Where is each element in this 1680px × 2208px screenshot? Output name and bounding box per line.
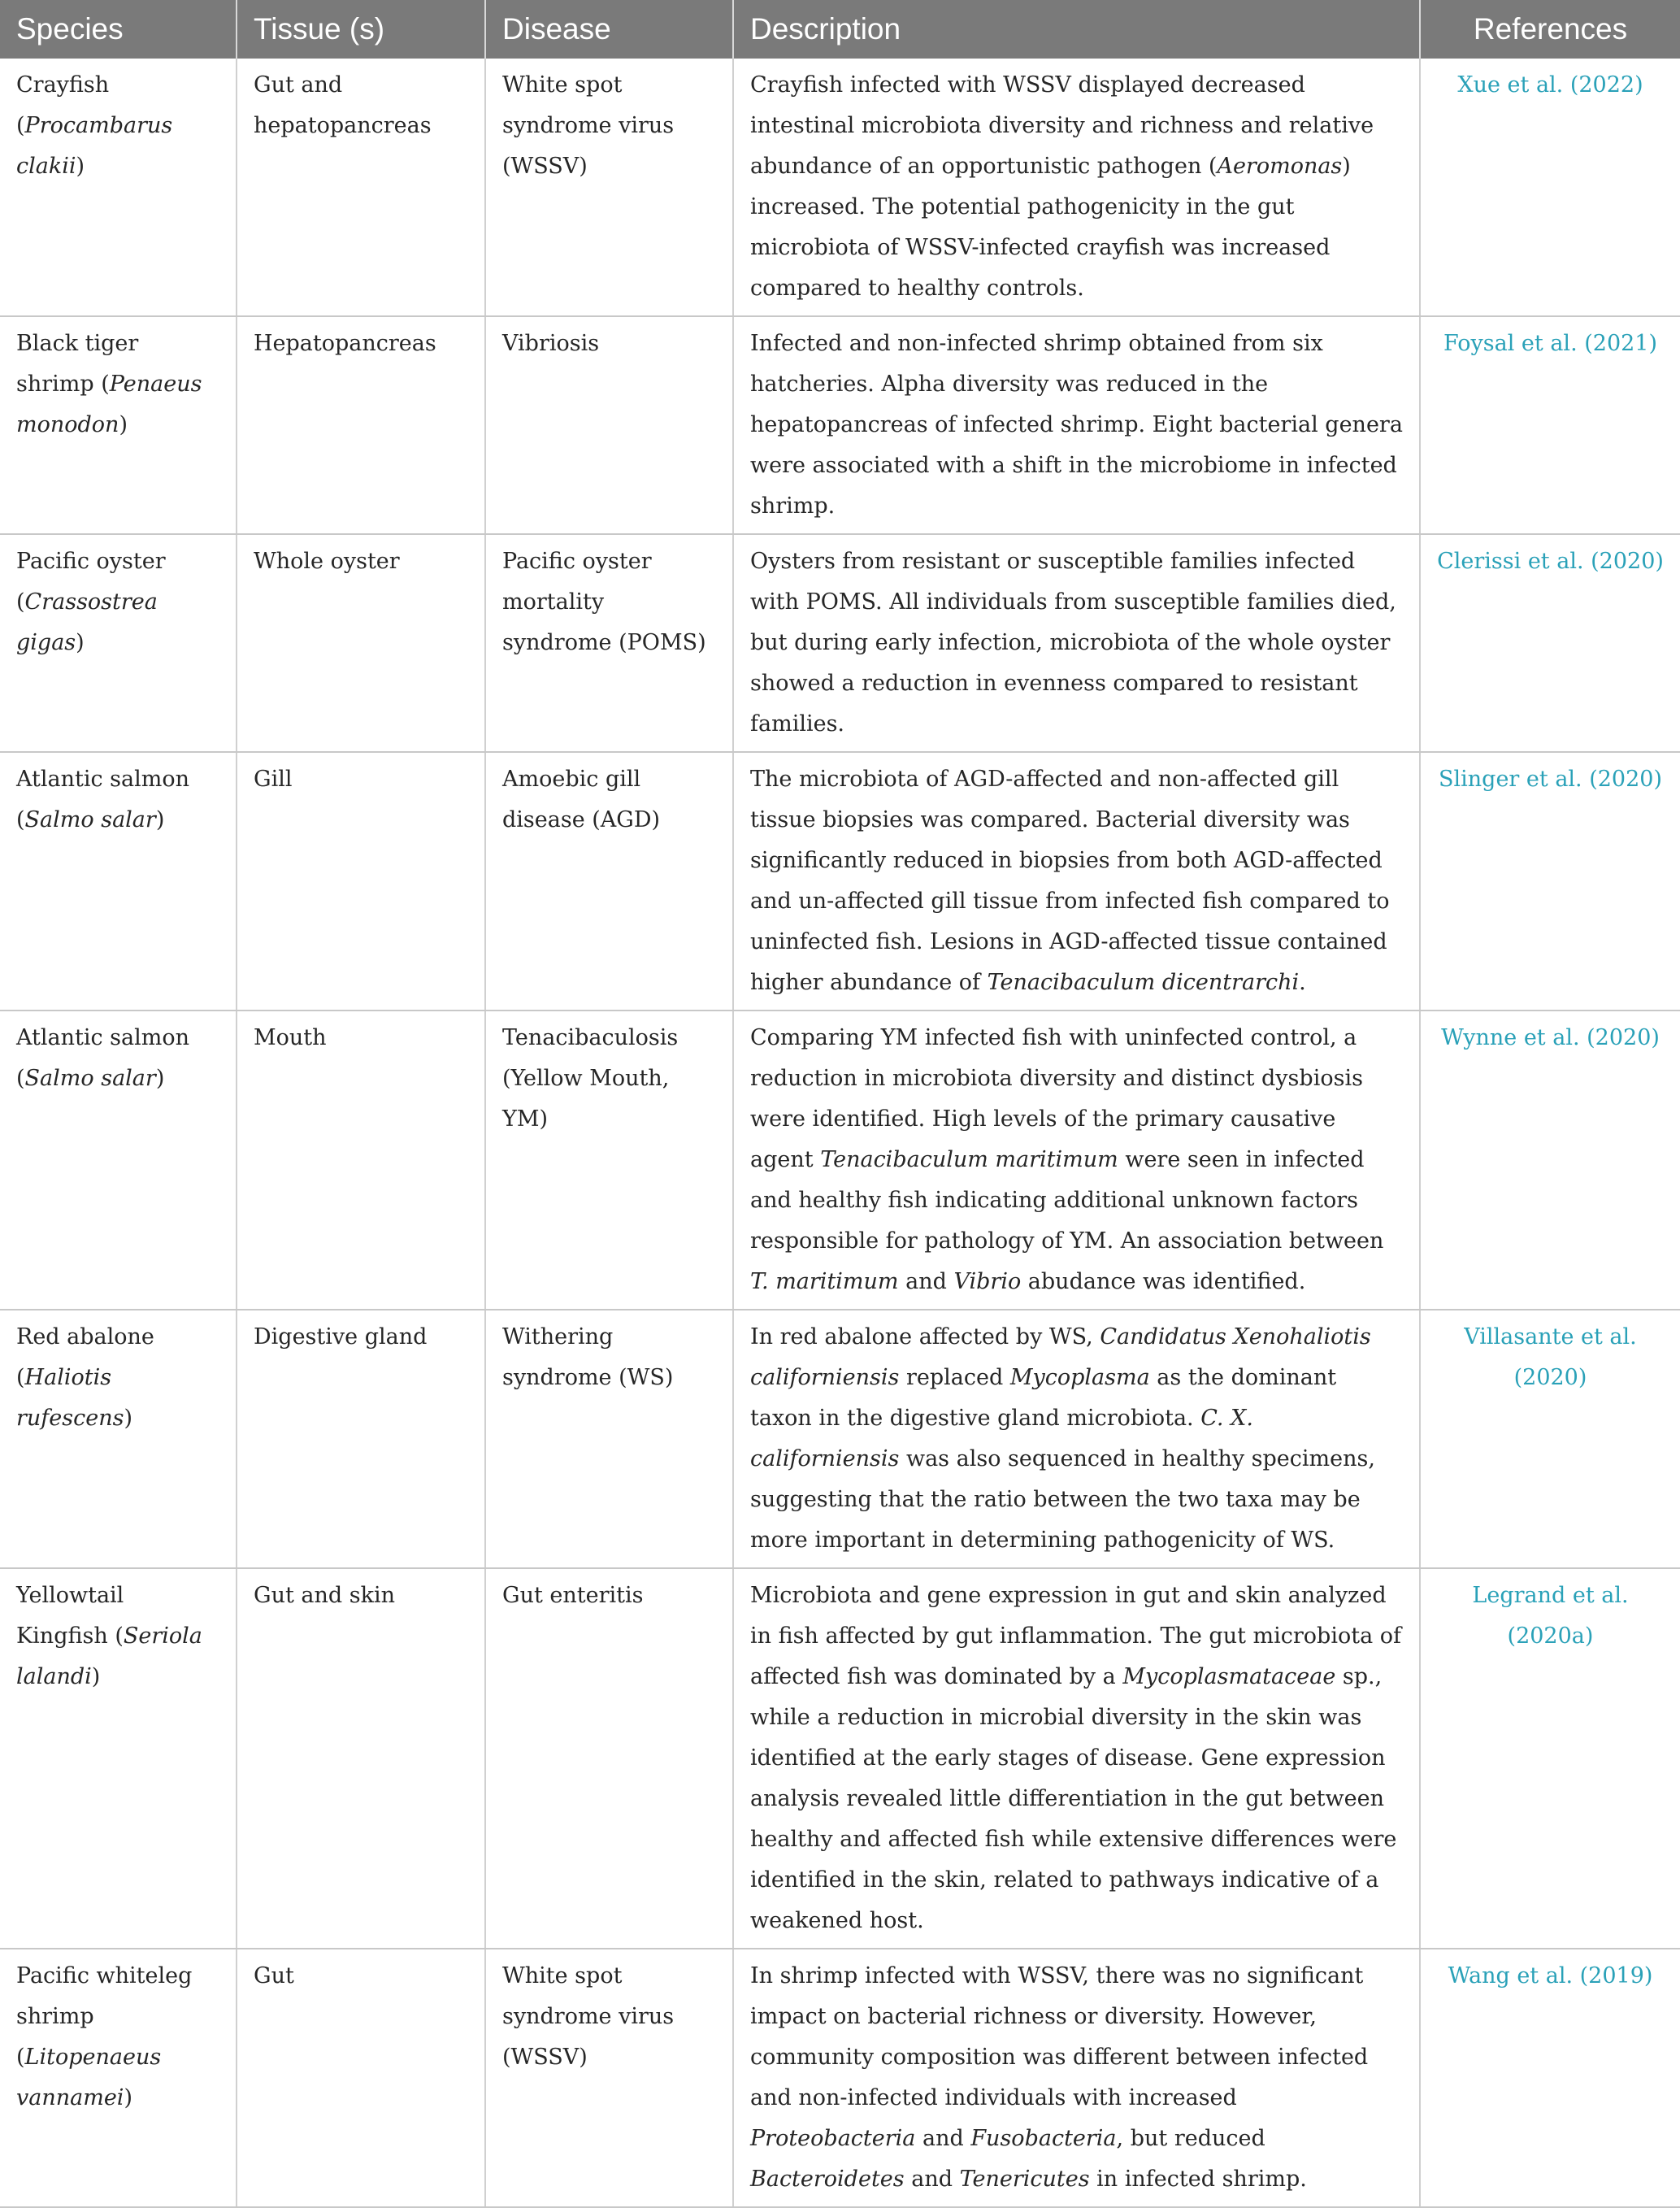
text-segment: Crayfish ( (16, 72, 110, 138)
table-row (0, 59, 1680, 316)
italic-text: Candidatus Xenohaliotis californiensis (750, 1324, 1371, 1390)
header-row (0, 0, 1680, 59)
text-segment: were seen in infected and healthy fish indicating additional unknown factors responsible for pathology of YM. An association between (750, 1147, 1384, 1254)
table-row (0, 534, 1680, 752)
text-segment: . (1299, 970, 1306, 995)
tissue-cell: Gut and skin (237, 1568, 485, 1949)
italic-text: Bacteroidetes (750, 2167, 905, 2192)
header-references: References (1420, 0, 1680, 59)
reference-cell (1420, 1949, 1680, 2207)
description-cell (733, 1568, 1420, 1949)
tissue-cell: Whole oyster (237, 534, 485, 752)
species-cell (0, 59, 237, 316)
reference-cell (1420, 1568, 1680, 1949)
text-segment: Infected and non-infected shrimp obtained from six hatcheries. Alpha diversity was reduced in the hepatopancreas of infected shrimp. Eight bacterial genera were associated with a shift in the microbiome in infected shrimp. (750, 331, 1403, 519)
italic-text: Mycoplasmataceae (1122, 1664, 1336, 1689)
reference-link[interactable]: Clerissi et al. (2020) (1437, 549, 1664, 574)
description-cell (733, 316, 1420, 534)
italic-text: Haliotis rufescens (16, 1365, 124, 1431)
table-row (0, 316, 1680, 534)
reference-link[interactable]: Villasante et al. (2020) (1464, 1324, 1637, 1390)
text-segment: and (904, 2167, 960, 2192)
text-segment: ) (155, 1066, 165, 1091)
text-segment: sp., while a reduction in microbial diversity in the skin was identified at the early stages of disease. Gene expression analysis revealed little differentiation in the gut between healthy and affected fish while extensive differences were identified in the skin, related to pathways indicative of a weakened host. (750, 1664, 1397, 1933)
text-segment: In red abalone affected by WS, (750, 1324, 1100, 1350)
tissue-cell: Gill (237, 752, 485, 1011)
species-cell (0, 1011, 237, 1310)
disease-cell: Vibriosis (485, 316, 733, 534)
italic-text: Tenacibaculum dicentrarchi (987, 970, 1300, 995)
text-segment: replaced (899, 1365, 1010, 1390)
text-segment: Yellowtail Kingfish ( (16, 1583, 124, 1649)
text-segment: Black tiger shrimp ( (16, 331, 139, 397)
tissue-cell: Gut and hepatopancreas (237, 59, 485, 316)
reference-link[interactable]: Legrand et al. (2020a) (1472, 1583, 1629, 1649)
italic-text: Crassostrea gigas (16, 589, 158, 655)
text-segment: Atlantic salmon ( (16, 767, 190, 832)
reference-cell (1420, 534, 1680, 752)
description-cell (733, 1310, 1420, 1568)
text-segment: ) (76, 154, 85, 179)
text-segment: Crayfish infected with WSSV displayed decreased intestinal microbiota diversity and richness and relative abundance of an opportunistic pathogen ( (750, 72, 1374, 179)
table-row (0, 1568, 1680, 1949)
species-cell (0, 1949, 237, 2207)
reference-cell (1420, 59, 1680, 316)
tissue-cell: Gut (237, 1949, 485, 2207)
text-segment: Pacific oyster ( (16, 549, 166, 615)
reference-cell (1420, 1011, 1680, 1310)
text-segment: ) (91, 1664, 101, 1689)
disease-cell: Tenacibaculosis (Yellow Mouth, YM) (485, 1011, 733, 1310)
text-segment: ) (155, 807, 165, 832)
italic-text: Salmo salar (24, 807, 156, 832)
text-segment: Atlantic salmon ( (16, 1025, 190, 1091)
italic-text: Aeromonas (1217, 154, 1343, 179)
disease-cell: White spot syndrome virus (WSSV) (485, 59, 733, 316)
italic-text: Penaeus monodon (16, 372, 202, 437)
header-tissue: Tissue (s) (237, 0, 485, 59)
text-segment: ) (76, 630, 85, 655)
italic-text: C. X. californiensis (750, 1406, 1253, 1471)
text-segment: as the dominant taxon in the digestive gland microbiota. (750, 1365, 1337, 1431)
text-segment: ) (119, 412, 128, 437)
text-segment: in infected shrimp. (1089, 2167, 1307, 2192)
description-cell (733, 752, 1420, 1011)
disease-cell: White spot syndrome virus (WSSV) (485, 1949, 733, 2207)
description-cell (733, 59, 1420, 316)
disease-cell: Amoebic gill disease (AGD) (485, 752, 733, 1011)
header-description: Description (733, 0, 1420, 59)
disease-cell: Pacific oyster mortality syndrome (POMS) (485, 534, 733, 752)
tissue-cell: Hepatopancreas (237, 316, 485, 534)
reference-link[interactable]: Xue et al. (2022) (1457, 72, 1643, 98)
italic-text: T. maritimum (750, 1269, 899, 1294)
text-segment: ) (124, 2085, 132, 2110)
reference-link[interactable]: Wang et al. (2019) (1448, 1963, 1653, 1989)
text-segment: In shrimp infected with WSSV, there was no significant impact on bacterial richness or diversity. However, community composition was different between infected and non-infected individuals with increased (750, 1963, 1369, 2110)
table-row (0, 752, 1680, 1011)
description-cell (733, 1949, 1420, 2207)
italic-text: Mycoplasma (1009, 1365, 1150, 1390)
disease-cell: Gut enteritis (485, 1568, 733, 1949)
text-segment: Pacific whiteleg shrimp ( (16, 1963, 193, 2070)
header-species: Species (0, 0, 237, 59)
species-cell (0, 1568, 237, 1949)
text-segment: The microbiota of AGD-affected and non-affected gill tissue biopsies was compared. Bacterial diversity was significantly reduced in biopsies from both AGD-affected and un-affected gill tissue from infected fish compared to uninfected fish. Lesions in AGD-affected tissue contained higher abundance of (750, 767, 1390, 995)
table-row (0, 1949, 1680, 2207)
text-segment: was also sequenced in healthy specimens, suggesting that the ratio between the two taxa may be more important in determining pathogenicity of WS. (750, 1446, 1375, 1553)
italic-text: Litopenaeus vannamei (16, 2045, 162, 2110)
reference-cell (1420, 316, 1680, 534)
text-segment: ) increased. The potential pathogenicity in the gut microbiota of WSSV-infected crayfish was increased compared to healthy controls. (750, 154, 1351, 301)
table-row (0, 1011, 1680, 1310)
table-body (0, 59, 1680, 2207)
table-row (0, 1310, 1680, 1568)
reference-link[interactable]: Slinger et al. (2020) (1439, 767, 1662, 792)
header-disease: Disease (485, 0, 733, 59)
description-cell (733, 1011, 1420, 1310)
description-cell (733, 534, 1420, 752)
disease-cell: Withering syndrome (WS) (485, 1310, 733, 1568)
text-segment: ) (124, 1406, 133, 1431)
tissue-cell: Digestive gland (237, 1310, 485, 1568)
text-segment: Red abalone ( (16, 1324, 154, 1390)
italic-text: Procambarus clakii (16, 113, 173, 179)
reference-link[interactable]: Foysal et al. (2021) (1443, 331, 1658, 356)
reference-cell (1420, 1310, 1680, 1568)
italic-text: Proteobacteria (750, 2126, 916, 2151)
italic-text: Vibrio (953, 1269, 1022, 1294)
tissue-cell: Mouth (237, 1011, 485, 1310)
italic-text: Fusobacteria (970, 2126, 1117, 2151)
italic-text: Tenacibaculum maritimum (820, 1147, 1118, 1172)
species-cell (0, 534, 237, 752)
species-cell (0, 316, 237, 534)
text-segment: and (898, 1269, 954, 1294)
italic-text: Tenericutes (959, 2167, 1090, 2192)
species-cell (0, 1310, 237, 1568)
text-segment: and (915, 2126, 971, 2151)
text-segment: , but reduced (1116, 2126, 1265, 2151)
text-segment: Comparing YM infected fish with uninfected control, a reduction in microbiota diversity and distinct dysbiosis were identified. High levels of the primary causative agent (750, 1025, 1363, 1172)
text-segment: abudance was identified. (1021, 1269, 1306, 1294)
italic-text: Salmo salar (24, 1066, 156, 1091)
text-segment: Microbiota and gene expression in gut and skin analyzed in fish affected by gut inflammation. The gut microbiota of affected fish was dominated by a (750, 1583, 1402, 1689)
italic-text: Seriola lalandi (16, 1623, 202, 1689)
text-segment: Oysters from resistant or susceptible families infected with POMS. All individuals from susceptible families died, but during early infection, microbiota of the whole oyster showed a reduction in evenness compared to resistant families. (750, 549, 1396, 737)
species-cell (0, 752, 237, 1011)
reference-link[interactable]: Wynne et al. (2020) (1441, 1025, 1660, 1050)
reference-cell (1420, 752, 1680, 1011)
